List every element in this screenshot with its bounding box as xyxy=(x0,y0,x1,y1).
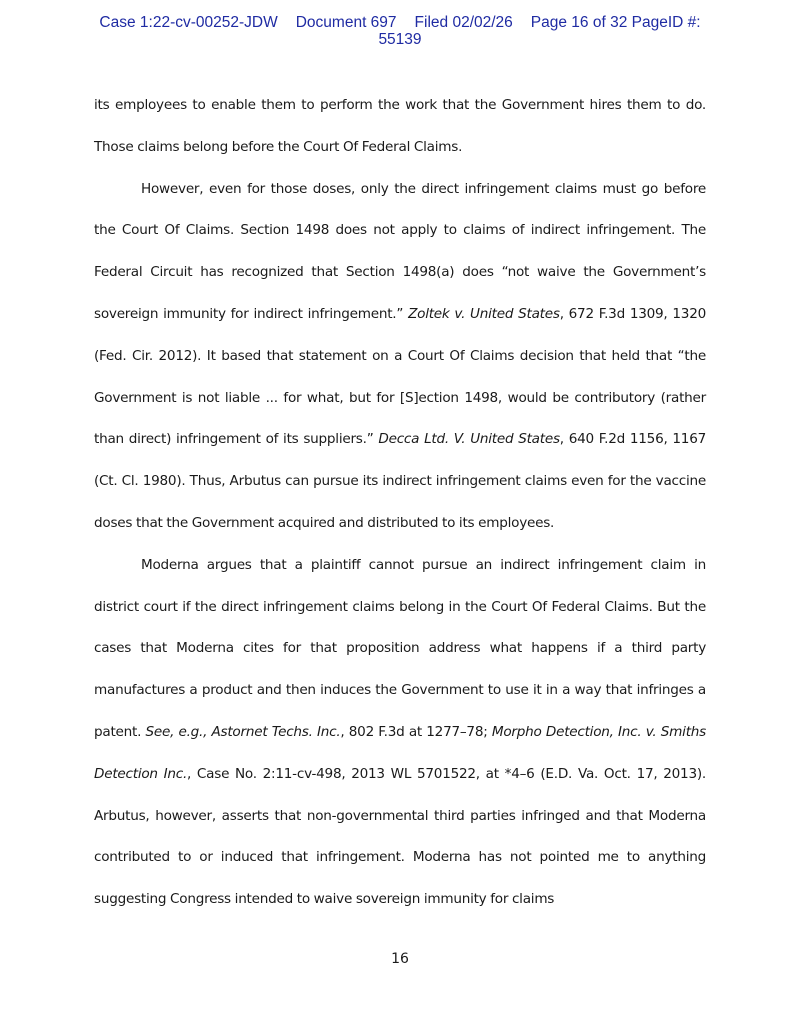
paragraph-text: , Case No. 2:11-cv-498, 2013 WL 5701522, at *4–6 (E.D. Va. Oct. 17, 2013). Arbutus, however, asserts that non-governmental third parties infringed and that Moderna contributed to or induced that infringement. Moderna has not pointed me to anything suggesting Congress intended to waive sovereign immunity for claims xyxy=(94,765,706,908)
ecf-header xyxy=(0,14,800,48)
page-id: 55139 xyxy=(378,31,422,48)
page-info: Page 16 of 32 PageID #: xyxy=(530,14,701,31)
paragraph-continued: its employees to enable them to perform the work that the Government hires them to do. Those claims belong before the Court Of Federal Claims. xyxy=(94,97,706,155)
paragraph-text: However, even for those doses, only the direct infringement claims must go before the Court Of Claims. Section 1498 does not apply to claims of indirect infringement. The Federal Circuit has recognized that Section 1498(a) does “not waive the Government’s sovereign immunity for indirect infringement.” xyxy=(94,180,706,322)
paragraph-text: , 672 F.3d 1309, 1320 (Fed. Cir. 2012). It based that statement on a Court Of Claims decision that held that “the Government is not liable ... for what, but for [S]ection 1498, would be contributory (rather than direct) infringement of its suppliers.” xyxy=(94,305,706,448)
case-citation: Morpho Detection, Inc. v. Smiths Detection Inc. xyxy=(94,723,706,782)
case-citation: See, e.g., Astornet Techs. Inc. xyxy=(145,723,341,740)
paragraph-moderna-argument xyxy=(94,545,706,921)
opinion-body xyxy=(94,85,706,921)
case-citation: Zoltek v. United States xyxy=(408,305,560,322)
filed-date: Filed 02/02/26 xyxy=(414,14,513,31)
paragraph-text: , 640 F.2d 1156, 1167 (Ct. Cl. 1980). Thus, Arbutus can pursue its indirect infringement claims even for the vaccine doses that the Government acquired and distributed to its employees. xyxy=(94,431,706,531)
page-number: 16 xyxy=(391,951,409,967)
paragraph-text: Moderna argues that a plaintiff cannot pursue an indirect infringement claim in district court if the direct infringement claims belong in the Court Of Federal Claims. But the cases that Moderna cites for that proposition address what happens if a third party manufactures a product and then induces the Government to use it in a way that infringes a patent. xyxy=(94,556,706,740)
document-number: Document 697 xyxy=(295,14,397,31)
case-citation: Decca Ltd. V. United States xyxy=(378,431,560,448)
paragraph-text: , 802 F.3d at 1277–78; xyxy=(340,723,492,740)
paragraph-indirect-infringement xyxy=(94,169,706,545)
case-number: Case 1:22-cv-00252-JDW xyxy=(99,14,278,31)
